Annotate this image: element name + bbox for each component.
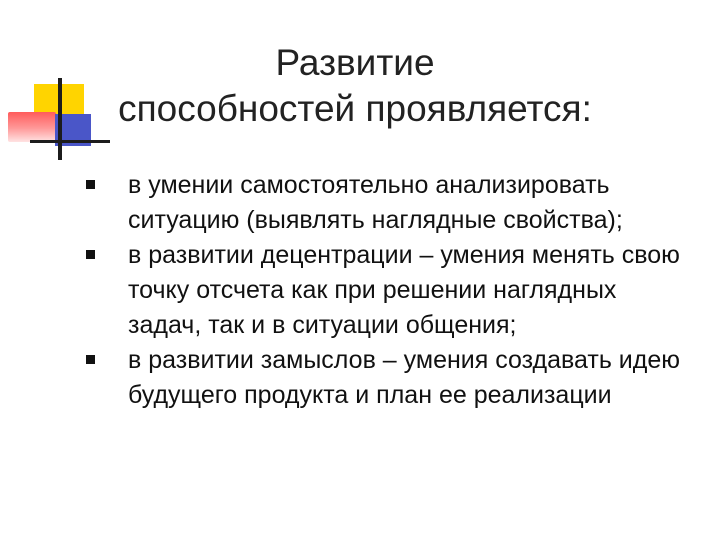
bullet-list bbox=[86, 168, 686, 413]
bullet-text: в развитии замыслов – умения создавать идею будущего продукта и план ее реализации bbox=[128, 346, 681, 409]
bullet-item bbox=[86, 343, 686, 413]
bullet-item bbox=[86, 238, 686, 343]
vertical-line bbox=[58, 78, 62, 160]
square-bullet-icon bbox=[86, 355, 95, 364]
horizontal-line bbox=[30, 140, 110, 143]
slide-title-line-2: способностей проявляется: bbox=[118, 88, 592, 129]
bullet-item bbox=[86, 168, 686, 238]
bullet-text: в развитии децентрации – умения менять свою точку отсчета как при решении наглядных задач, так и в ситуации общения; bbox=[128, 241, 680, 339]
slide-title bbox=[90, 40, 620, 132]
square-bullet-icon bbox=[86, 250, 95, 259]
square-bullet-icon bbox=[86, 180, 95, 189]
red-square bbox=[8, 112, 56, 142]
bullet-text: в умении самостоятельно анализировать ситуацию (выявлять наглядные свойства); bbox=[128, 171, 623, 234]
slide-title-line-1: Развитие bbox=[275, 42, 435, 83]
